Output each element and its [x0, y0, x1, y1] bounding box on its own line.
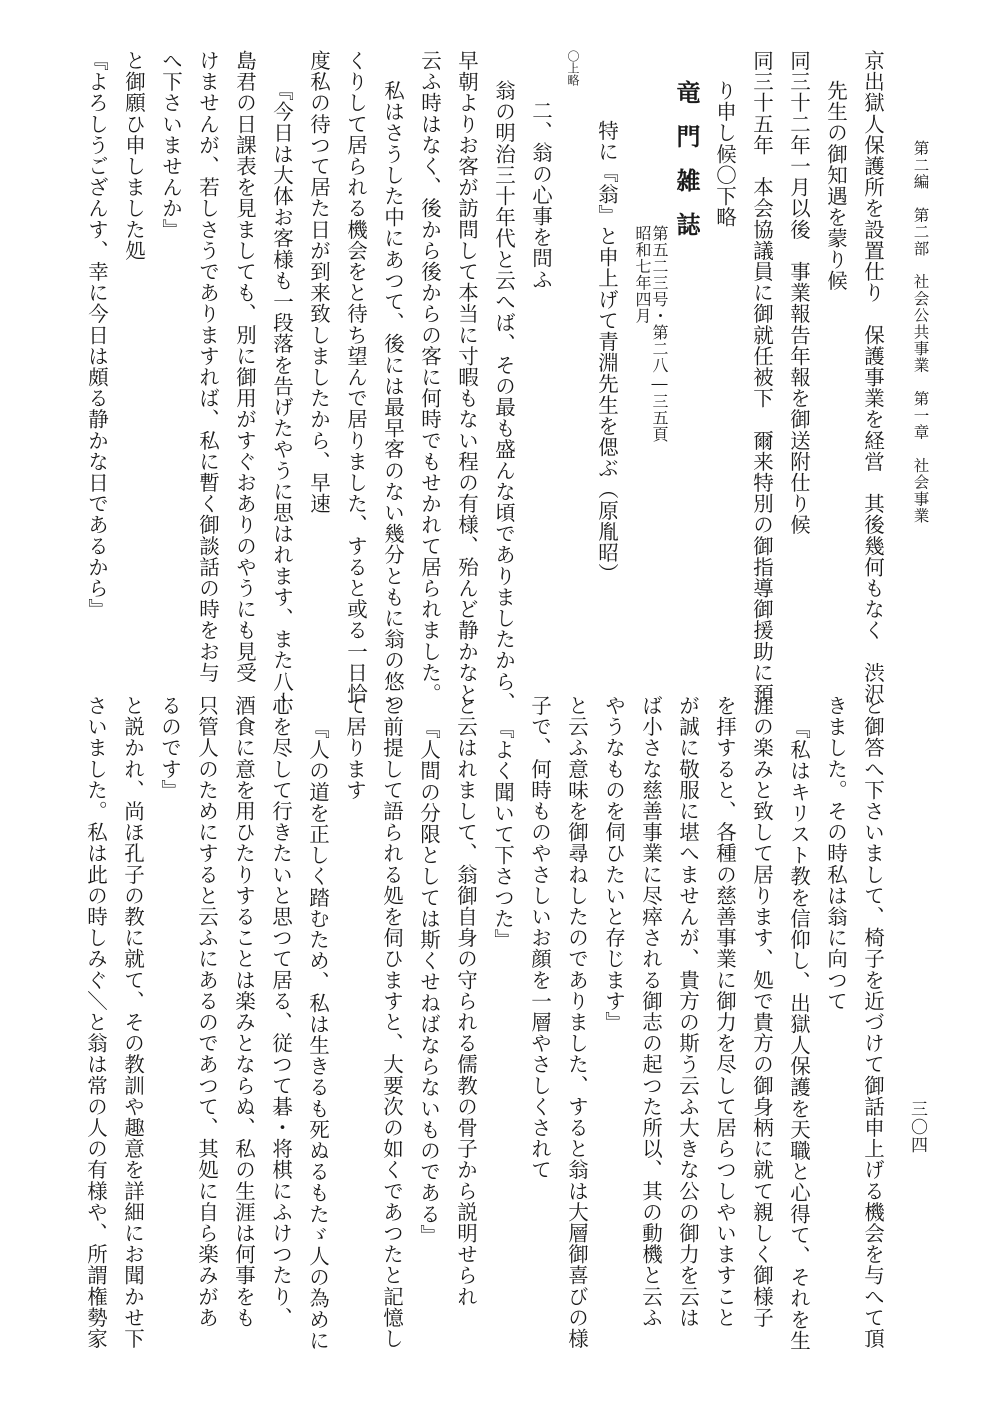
paragraph-line: 云ふ時はなく、後から後からの客に何時でもせかれて居られました。: [417, 50, 442, 705]
paragraph-line: と云はれまして、翁御自身の守られる儒教の骨子から説明せられ: [453, 695, 478, 1307]
source-title: 竜門雑誌: [672, 80, 701, 256]
paragraph-line: 只管人のためにすると云ふにあるのであつて、其処に自ら楽みがあ: [194, 695, 219, 1328]
paragraph-line: 度私の待つて居た日が到来致しましたから、早速: [306, 50, 331, 515]
section-heading: 二、翁の心事を問ふ: [528, 100, 553, 290]
source-date: 昭和七年四月: [633, 225, 652, 324]
paragraph-line: さいました。私は此の時しみぐ＼と翁は常の人の有様や、所謂権勢家: [83, 695, 108, 1350]
paragraph-line: 翁の明治三十年代と云へば、その最も盛んな頃でありましたから、: [491, 80, 516, 713]
paragraph-line: 『私はキリスト教を信仰し、出獄人保護を天職と心得て、それを生: [786, 718, 811, 1351]
article-title: 特に『翁』と申上げて青淵先生を偲ぶ（原胤昭）: [594, 120, 619, 585]
paragraph-line: 『人の道を正しく踏むため、私は生きるも死ぬるもたゞ人の為めに: [305, 718, 330, 1351]
paragraph-line: と説かれ、尚ほ孔子の教に就て、その教訓や趣意を詳細にお聞かせ下: [120, 695, 145, 1350]
paragraph-line: と御願ひ申しました処: [121, 50, 146, 261]
paragraph-line: 涯の楽みと致して居ります、処で貴方の御身柄に就て親しく御様子: [749, 695, 774, 1328]
paragraph-line: 早朝よりお客が訪問して本当に寸暇もない程の有様、殆んど静かなと: [454, 50, 479, 705]
paragraph-line: けませんが、若しさうでありますれば、私に暫く御談話の時をお与: [195, 50, 220, 683]
text-column: 先生の御知遇を蒙り候: [823, 80, 848, 291]
paragraph-line: ば小さな慈善事業に尽瘁される御志の起つた所以、其の動機と云ふ: [638, 695, 663, 1328]
text-column: 京出獄人保護所を設置仕り 保護事業を経営 其後幾何もなく 渋沢: [860, 50, 885, 705]
paragraph-line: 心を尽して行きたいと思つて居る、従つて碁・将棋にふけつたり、: [268, 695, 293, 1328]
paragraph-line: きました。その時私は翁に向つて: [823, 695, 848, 1012]
paragraph-line: 子で、何時ものやさしいお顔を一層やさしくされて: [527, 695, 552, 1181]
paragraph-line: 酒食に意を用ひたりすることは楽みとならぬ、私の生涯は何事をも: [231, 695, 256, 1328]
source-reference: 第五二三号・第二八―三五頁: [650, 225, 669, 443]
paragraph-line: やうなものを伺ひたいと存じます』: [601, 695, 626, 1033]
paragraph-line: と云ふ意味を御尋ねしたのでありました、すると翁は大層御喜びの様: [564, 695, 589, 1350]
paragraph-line: 『よろしうござんす、幸に今日は頗る静かな日であるから』: [84, 50, 109, 620]
omission-mark: 〇上略: [566, 50, 580, 86]
text-column: り申し候〇下略: [712, 80, 737, 228]
page-number: 三〇四: [907, 1100, 927, 1154]
paragraph-line: 『今日は大体お客様も一段落を告げたやうに思はれます、また八十: [269, 80, 294, 713]
paragraph-line: くりして居られる機会をと待ち望んで居りました、すると或る一日恰: [343, 50, 368, 705]
paragraph-line: 『人間の分限としては斯くせねばならないものである』: [416, 718, 441, 1246]
paragraph-line: るのです』: [157, 695, 182, 801]
text-column: 同三十二年一月以後 事業報告年報を御送附仕り候: [786, 50, 811, 536]
paragraph-line: を拝すると、各種の慈善事業に御力を尽して居らつしやいますこと: [712, 695, 737, 1328]
paragraph-line: 私はさうした中にあつて、後には最早客のない幾分ともに翁の悠つ: [380, 80, 405, 713]
paragraph-line: が誠に敬服に堪へませんが、貴方の斯う云ふ大きな公の御力を云は: [675, 695, 700, 1328]
running-head: 第二編 第二部 社会公共事業 第一章 社会事業: [911, 140, 930, 525]
paragraph-line: て居ります: [342, 695, 367, 801]
paragraph-line: と御答へ下さいまして、椅子を近づけて御話申上げる機会を与へて頂: [860, 695, 885, 1350]
paragraph-line: 『よく聞いて下さつた』: [490, 718, 515, 951]
paragraph-line: と前提して語られる処を伺ひますと、大要次の如くであつたと記憶し: [379, 695, 404, 1350]
paragraph-line: へ下さいませんか』: [158, 50, 183, 240]
text-column: 同三十五年 本会協議員に御就任被下 爾来特別の御指導御援助に預: [749, 50, 774, 705]
paragraph-line: 島君の日課表を見ましても、別に御用がすぐおありのやうにも見受: [232, 50, 257, 683]
